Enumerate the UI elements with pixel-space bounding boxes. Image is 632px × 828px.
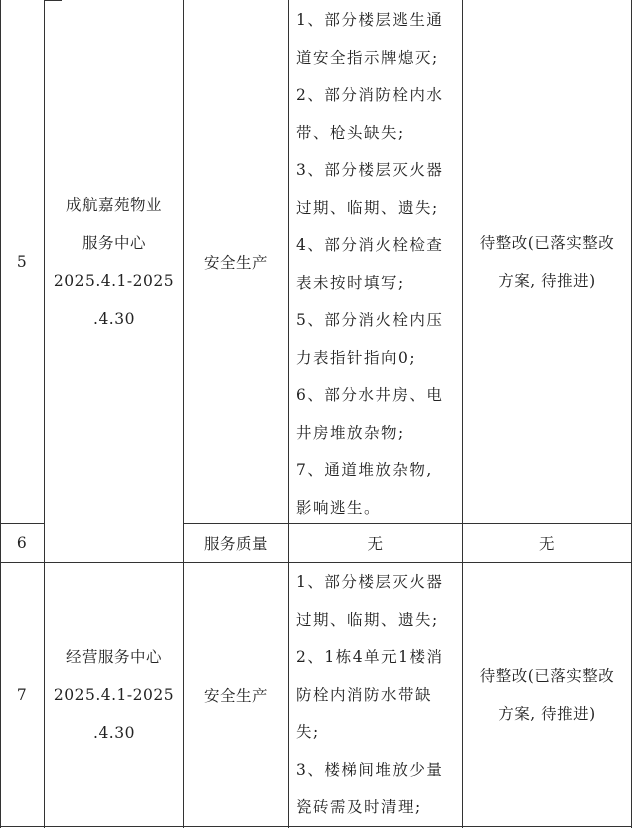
issue-line: 过期、临期、遗失;: [296, 198, 439, 217]
issue-line: 带、枪头缺失;: [296, 123, 405, 142]
issue-line: 力表指针指向0;: [296, 348, 417, 367]
status-line: 方案, 待推进): [498, 271, 596, 290]
unit-period: [45, 0, 183, 523]
row-number: 5: [16, 252, 28, 271]
issue-line: 瓷砖需及时清理;: [296, 798, 422, 816]
issue-line: 表未按时填写;: [296, 273, 405, 292]
unit-line: 2025.4.1-2025: [53, 271, 175, 290]
category: 安全生产: [203, 686, 268, 705]
issue-line: 防栓内消防水带缺: [296, 685, 433, 704]
issue-line: 道安全指示牌熄灭;: [296, 48, 439, 67]
issue-line: 4、部分消火栓检查: [296, 236, 444, 254]
issue-list: [296, 564, 462, 827]
issue-line: 过期、临期、遗失;: [296, 610, 439, 629]
unit-line: .4.30: [93, 309, 135, 328]
issue-line: 1、部分楼层灭火器: [296, 573, 444, 591]
issue-line: 3、部分楼层灭火器: [296, 161, 444, 179]
issue-line: 3、楼梯间堆放少量: [296, 760, 444, 779]
issue-line: 影响逃生。: [296, 498, 382, 517]
issue-line: 6、部分水井房、电: [296, 386, 444, 404]
issue-line: 失;: [296, 723, 320, 741]
issue-line: 7、通道堆放杂物,: [296, 461, 433, 479]
status-line: 方案, 待推进): [498, 704, 596, 723]
issue-line: 5、部分消火栓内压: [296, 311, 444, 329]
issue-none: 无: [367, 535, 384, 553]
issue-line: 2、1栋4单元1楼消: [296, 648, 444, 666]
col-divider: [288, 0, 289, 828]
unit-period: [45, 563, 183, 826]
row-number: 7: [16, 685, 28, 704]
unit-line: .4.30: [93, 723, 135, 742]
category: 服务质量: [203, 535, 268, 553]
status-line: 待整改(已落实整改: [479, 233, 615, 252]
issue-line: 井房堆放杂物;: [296, 423, 405, 442]
issue-line: 1、部分楼层逃生通: [296, 11, 444, 29]
unit-line: 经营服务中心: [65, 647, 162, 666]
unit-line: 服务中心: [81, 233, 146, 252]
status-line: 待整改(已落实整改: [479, 666, 615, 685]
issue-list: [296, 2, 462, 527]
rectification-status: 无: [538, 535, 555, 553]
rectification-status: [463, 563, 631, 826]
unit-line: 2025.4.1-2025: [53, 685, 175, 704]
category: 安全生产: [203, 253, 268, 272]
rectification-status: [463, 0, 631, 523]
row-number: 6: [16, 534, 28, 552]
issue-line: 2、部分消防栓内水: [296, 86, 444, 104]
unit-line: 成航嘉苑物业: [65, 195, 162, 214]
